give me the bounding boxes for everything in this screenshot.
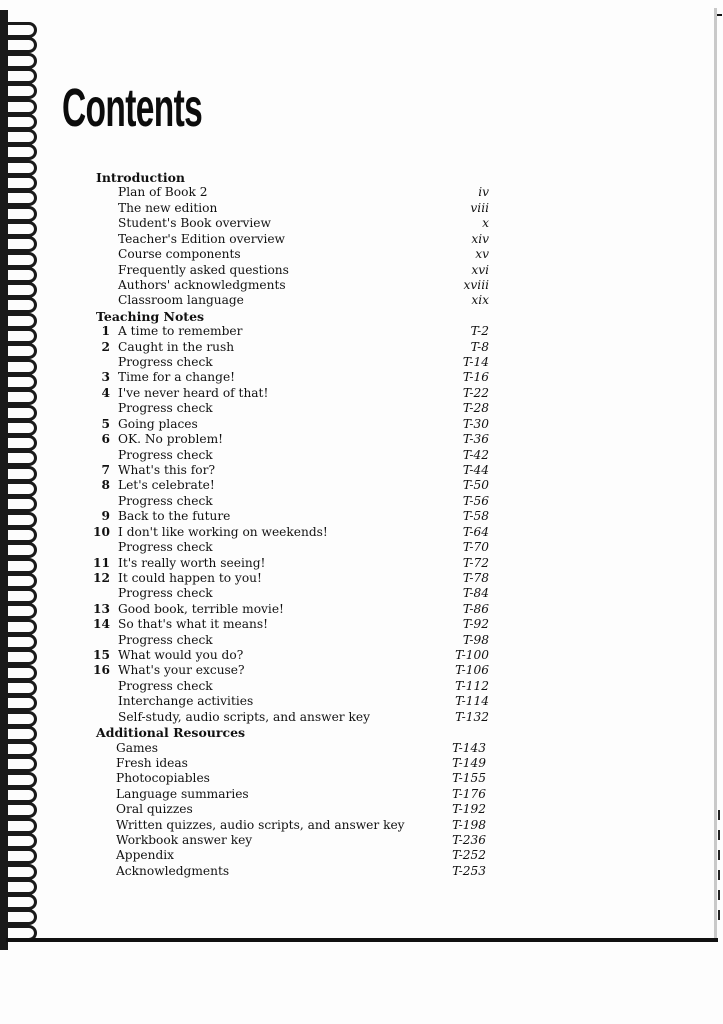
toc-entry[interactable]	[0, 525, 723, 540]
toc-entry-label: Interchange activities	[118, 694, 254, 709]
spiral-ring	[4, 53, 37, 69]
toc-entry-label: So that's what it means!	[118, 617, 268, 632]
toc-entry[interactable]	[0, 833, 723, 848]
toc-entry-page: T-253	[452, 863, 486, 878]
toc-entry[interactable]	[0, 401, 723, 416]
toc-entry-label: Plan of Book 2	[118, 185, 208, 200]
toc-entry-label: Back to the future	[118, 509, 231, 524]
toc-entry-label: Progress check	[118, 355, 213, 370]
edge-mark	[717, 14, 722, 16]
spiral-ring	[4, 879, 37, 895]
toc-entry-page: T-30	[462, 416, 489, 431]
toc-entry-label: Progress check	[118, 447, 213, 462]
toc-entry-label: A time to remember	[118, 324, 243, 339]
toc-entry-label: Teacher's Edition overview	[118, 231, 285, 246]
toc-entry-label: What's this for?	[118, 462, 216, 477]
toc-entry-label: Frequently asked questions	[118, 262, 289, 277]
toc-entry-page: T-198	[452, 817, 486, 832]
toc-entry-page: xv	[475, 247, 489, 262]
toc-entry[interactable]	[0, 432, 723, 447]
toc-entry[interactable]	[0, 571, 723, 586]
toc-entry[interactable]	[0, 540, 723, 555]
toc-entry[interactable]	[0, 340, 723, 355]
toc-entry-page: x	[482, 216, 489, 231]
edge-dash	[718, 830, 720, 840]
toc-entry-label: Time for a change!	[118, 370, 236, 385]
spiral-ring	[4, 909, 37, 925]
toc-entry-label: Photocopiables	[116, 771, 210, 786]
toc-entry[interactable]	[0, 370, 723, 385]
unit-number: 8	[101, 478, 110, 493]
toc-entry[interactable]	[0, 741, 723, 756]
toc-entry-label: Progress check	[118, 632, 213, 647]
toc-entry-label: Appendix	[116, 848, 175, 863]
toc-entry-label: Classroom language	[118, 293, 244, 308]
toc-entry-page: xviii	[463, 277, 489, 292]
toc-entry-page: T-192	[452, 802, 486, 817]
section-heading-label: Introduction	[96, 170, 186, 185]
toc-entry-page: T-132	[455, 709, 489, 724]
toc-entry-label: Self-study, audio scripts, and answer key	[118, 709, 370, 724]
section-heading	[0, 170, 723, 185]
toc-entry-page: T-16	[462, 370, 489, 385]
toc-entry-page: T-72	[462, 555, 489, 570]
page-title: Contents	[62, 78, 203, 138]
toc-entry-page: iv	[478, 185, 489, 200]
toc-entry-label: OK. No problem!	[118, 432, 224, 447]
spiral-ring	[4, 894, 37, 910]
toc-entry-page: T-176	[452, 786, 486, 801]
toc-entry[interactable]	[0, 710, 723, 725]
toc-entry-page: T-28	[462, 401, 489, 416]
toc-entry-label: Good book, terrible movie!	[118, 601, 284, 616]
toc-entry-label: Course components	[118, 247, 241, 262]
toc-entry-label: Games	[116, 740, 159, 755]
toc-entry[interactable]	[0, 694, 723, 709]
toc-entry-page: T-78	[462, 570, 489, 585]
toc-entry-label: What's your excuse?	[118, 663, 245, 678]
edge-dash	[718, 870, 720, 880]
toc-entry-label: Progress check	[118, 678, 213, 693]
toc-entry[interactable]	[0, 386, 723, 401]
toc-entry-label: I've never heard of that!	[118, 385, 269, 400]
spiral-ring	[4, 129, 37, 145]
toc-entry-page: T-14	[462, 355, 489, 370]
toc-entry[interactable]	[0, 293, 723, 308]
toc-entry-page: T-106	[455, 663, 489, 678]
toc-entry-label: I don't like working on weekends!	[118, 524, 328, 539]
toc-entry-page: T-22	[462, 385, 489, 400]
section-heading-label: Additional Resources	[96, 725, 246, 741]
unit-number: 3	[101, 370, 110, 385]
edge-dash	[718, 910, 720, 920]
toc-entry[interactable]	[0, 648, 723, 663]
unit-number: 15	[93, 648, 110, 663]
toc-entry[interactable]	[0, 679, 723, 694]
toc-entry[interactable]	[0, 556, 723, 571]
toc-entry[interactable]	[0, 509, 723, 524]
unit-number: 4	[101, 385, 110, 400]
toc-entry-page: T-44	[462, 462, 489, 477]
section-heading	[0, 725, 723, 740]
toc-entry[interactable]	[0, 864, 723, 879]
toc-entry-label: The new edition	[118, 200, 218, 215]
edge-dash	[718, 810, 720, 820]
toc-entry[interactable]	[0, 848, 723, 863]
toc-entry[interactable]	[0, 633, 723, 648]
toc-entry-label: What would you do?	[118, 648, 244, 663]
toc-entry-label: Language summaries	[116, 786, 249, 801]
toc-entry-label: Fresh ideas	[116, 755, 188, 770]
toc-entry[interactable]	[0, 478, 723, 493]
section-heading-label: Teaching Notes	[96, 308, 205, 324]
toc-entry[interactable]	[0, 185, 723, 200]
toc-entry-page: xix	[471, 293, 489, 308]
toc-entry-page: T-84	[462, 586, 489, 601]
unit-number: 11	[93, 555, 110, 570]
unit-number: 1	[101, 324, 110, 339]
toc-entry-page: T-143	[452, 740, 486, 755]
toc-entry[interactable]	[0, 602, 723, 617]
toc-entry-label: Written quizzes, audio scripts, and answer key	[116, 817, 405, 832]
toc-entry-page: T-92	[462, 617, 489, 632]
toc-entry-page: T-98	[462, 632, 489, 647]
edge-dash	[718, 890, 720, 900]
page-bottom-edge	[6, 938, 718, 942]
toc-entry-label: Acknowledgments	[116, 863, 230, 878]
unit-number: 2	[101, 339, 110, 354]
toc-entry-label: Going places	[118, 416, 198, 431]
toc-entry[interactable]	[0, 756, 723, 771]
toc-entry-page: T-86	[462, 601, 489, 616]
toc-entry[interactable]	[0, 417, 723, 432]
toc-entry[interactable]	[0, 355, 723, 370]
toc-entry[interactable]	[0, 448, 723, 463]
toc-entry[interactable]	[0, 463, 723, 478]
unit-number: 12	[93, 570, 110, 585]
toc-entry-page: T-112	[455, 678, 489, 693]
toc-entry-page: T-8	[470, 339, 489, 354]
toc-entry-label: Student's Book overview	[118, 216, 271, 231]
section-heading	[0, 309, 723, 324]
toc-entry[interactable]	[0, 586, 723, 601]
toc-entry-label: Progress check	[118, 540, 213, 555]
toc-entry[interactable]	[0, 278, 723, 293]
toc-entry-label: It's really worth seeing!	[118, 555, 266, 570]
unit-number: 6	[101, 432, 110, 447]
toc-entry-label: Progress check	[118, 493, 213, 508]
toc-entry[interactable]	[0, 787, 723, 802]
toc-entry-page: T-114	[455, 694, 489, 709]
toc-entry-page: T-64	[462, 524, 489, 539]
toc-entry[interactable]	[0, 771, 723, 786]
toc-entry-page: T-252	[452, 848, 486, 863]
toc-entry-label: Let's celebrate!	[118, 478, 215, 493]
unit-number: 7	[101, 462, 110, 477]
toc-entry-label: It could happen to you!	[118, 570, 262, 585]
toc-entry-page: xiv	[471, 231, 489, 246]
unit-number: 9	[101, 509, 110, 524]
toc-entry-label: Caught in the rush	[118, 339, 235, 354]
toc-entry[interactable]	[0, 216, 723, 231]
toc-entry-page: T-70	[462, 540, 489, 555]
toc-entry[interactable]	[0, 263, 723, 278]
unit-number: 14	[93, 617, 110, 632]
spiral-ring	[4, 83, 37, 99]
spiral-ring	[4, 37, 37, 53]
toc-entry-page: viii	[470, 200, 489, 215]
toc-entry[interactable]	[0, 232, 723, 247]
toc-entry-label: Progress check	[118, 586, 213, 601]
toc-entry[interactable]	[0, 818, 723, 833]
unit-number: 16	[93, 663, 110, 678]
toc-entry[interactable]	[0, 617, 723, 632]
toc-entry-page: T-155	[452, 771, 486, 786]
toc-entry-page: T-236	[452, 833, 486, 848]
unit-number: 5	[101, 416, 110, 431]
toc-entry-page: T-50	[462, 478, 489, 493]
toc-entry-page: T-56	[462, 493, 489, 508]
spiral-ring	[4, 114, 37, 130]
toc-entry[interactable]	[0, 802, 723, 817]
spiral-ring	[4, 99, 37, 115]
toc-entry-label: Workbook answer key	[116, 833, 253, 848]
unit-number: 10	[93, 524, 110, 539]
toc-entry-page: T-36	[462, 432, 489, 447]
toc-entry-page: T-58	[462, 509, 489, 524]
toc-entry[interactable]	[0, 201, 723, 216]
toc-entry-page: T-42	[462, 447, 489, 462]
spiral-ring	[4, 144, 37, 160]
spiral-ring	[4, 68, 37, 84]
spiral-ring	[4, 22, 37, 38]
edge-dash	[718, 850, 720, 860]
toc-entry-label: Authors' acknowledgments	[118, 277, 286, 292]
toc-entry[interactable]	[0, 663, 723, 678]
toc-entry-page: T-149	[452, 755, 486, 770]
toc-entry[interactable]	[0, 247, 723, 262]
toc-entry[interactable]	[0, 494, 723, 509]
toc-entry-page: xvi	[471, 262, 489, 277]
toc-entry-page: T-2	[470, 324, 489, 339]
toc-entry-page: T-100	[455, 648, 489, 663]
toc-entry[interactable]	[0, 324, 723, 339]
unit-number: 13	[93, 601, 110, 616]
toc-entry-label: Oral quizzes	[116, 802, 193, 817]
toc-entry-label: Progress check	[118, 401, 213, 416]
